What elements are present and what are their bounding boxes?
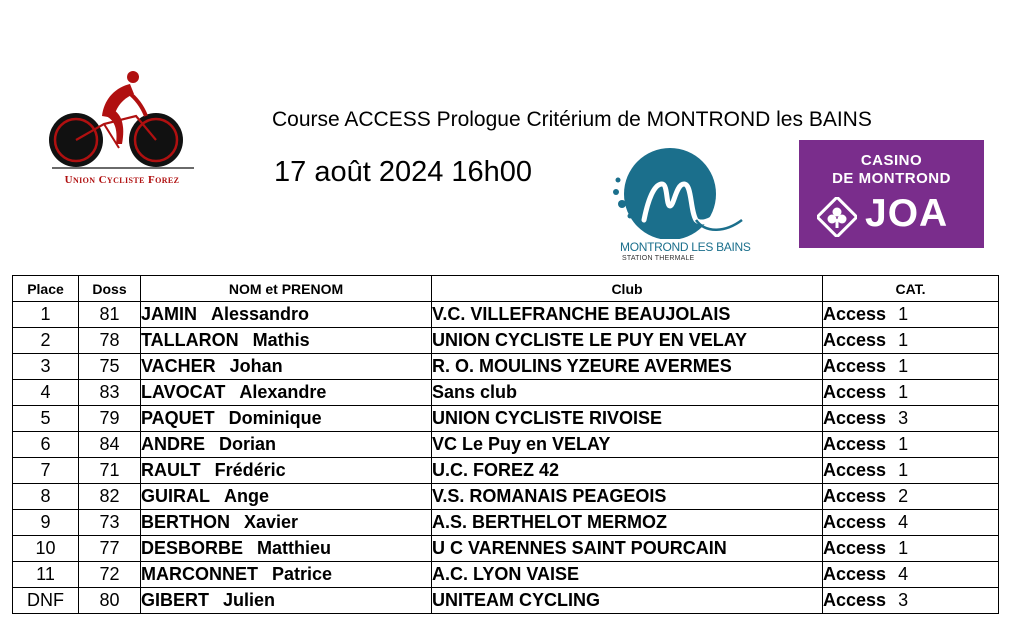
club-suit-emblem-icon — [817, 197, 857, 237]
club-cell: V.C. VILLEFRANCHE BEAUJOLAIS — [432, 302, 823, 328]
name-cell — [141, 406, 432, 432]
cat-number: 1 — [898, 356, 909, 376]
doss-cell: 78 — [79, 328, 141, 354]
doss-cell: 80 — [79, 588, 141, 614]
name-cell — [141, 458, 432, 484]
name-cell — [141, 588, 432, 614]
club-cell: UNION CYCLISTE LE PUY EN VELAY — [432, 328, 823, 354]
doss-cell: 75 — [79, 354, 141, 380]
cat-number: 1 — [898, 434, 909, 454]
doss-cell: 77 — [79, 536, 141, 562]
montrond-les-bains-logo — [610, 144, 750, 268]
town-subtitle: STATION THERMALE — [622, 255, 695, 262]
doss-cell: 72 — [79, 562, 141, 588]
last-name: TALLARON — [141, 330, 239, 350]
doss-cell: 73 — [79, 510, 141, 536]
cat-number: 2 — [898, 486, 909, 506]
header-cat: CAT. — [823, 276, 999, 302]
club-cell: VC Le Puy en VELAY — [432, 432, 823, 458]
cat-number: 1 — [898, 460, 909, 480]
place-cell: 3 — [13, 354, 79, 380]
cat-cell — [823, 484, 999, 510]
cat-label: Access — [823, 330, 887, 350]
place-cell: 8 — [13, 484, 79, 510]
doss-cell: 82 — [79, 484, 141, 510]
cat-number: 1 — [898, 538, 909, 558]
name-cell — [141, 380, 432, 406]
club-cell: U.C. FOREZ 42 — [432, 458, 823, 484]
club-cell: V.S. ROMANAIS PEAGEOIS — [432, 484, 823, 510]
club-cell: UNITEAM CYCLING — [432, 588, 823, 614]
cat-cell — [823, 302, 999, 328]
doss-cell: 79 — [79, 406, 141, 432]
cat-cell — [823, 562, 999, 588]
last-name: DESBORBE — [141, 538, 244, 558]
table-header-row — [13, 276, 999, 302]
first-name: Xavier — [244, 512, 299, 532]
cat-number: 1 — [898, 330, 909, 350]
header-club: Club — [432, 276, 823, 302]
first-name: Patrice — [272, 564, 333, 584]
name-cell — [141, 562, 432, 588]
cat-cell — [823, 432, 999, 458]
table-row — [13, 536, 999, 562]
table-row — [13, 588, 999, 614]
table-row — [13, 458, 999, 484]
cat-label: Access — [823, 408, 887, 428]
table-row — [13, 562, 999, 588]
header-doss: Doss — [79, 276, 141, 302]
club-name: Union Cycliste Forez — [64, 174, 180, 186]
last-name: VACHER — [141, 356, 216, 376]
cat-cell — [823, 406, 999, 432]
casino-logo — [799, 140, 984, 248]
place-cell: 10 — [13, 536, 79, 562]
cat-cell — [823, 354, 999, 380]
place-cell: 5 — [13, 406, 79, 432]
place-cell: 9 — [13, 510, 79, 536]
club-cell: A.S. BERTHELOT MERMOZ — [432, 510, 823, 536]
cat-label: Access — [823, 356, 887, 376]
cat-cell — [823, 536, 999, 562]
table-row — [13, 380, 999, 406]
table-row — [13, 484, 999, 510]
name-cell — [141, 328, 432, 354]
club-cell: A.C. LYON VAISE — [432, 562, 823, 588]
last-name: RAULT — [141, 460, 201, 480]
place-cell: 4 — [13, 380, 79, 406]
first-name: Julien — [223, 590, 276, 610]
last-name: GIBERT — [141, 590, 210, 610]
cat-number: 3 — [898, 408, 909, 428]
cat-label: Access — [823, 538, 887, 558]
club-cell: R. O. MOULINS YZEURE AVERMES — [432, 354, 823, 380]
cat-label: Access — [823, 590, 887, 610]
last-name: PAQUET — [141, 408, 215, 428]
doss-cell: 84 — [79, 432, 141, 458]
cat-number: 1 — [898, 304, 909, 324]
table-row — [13, 406, 999, 432]
cat-cell — [823, 588, 999, 614]
doss-cell: 81 — [79, 302, 141, 328]
cat-cell — [823, 510, 999, 536]
cat-label: Access — [823, 304, 887, 324]
casino-line2: DE MONTROND — [832, 170, 951, 187]
town-name: MONTROND LES BAINS — [620, 240, 751, 254]
table-row — [13, 354, 999, 380]
casino-line1: CASINO — [860, 152, 923, 169]
last-name: LAVOCAT — [141, 382, 226, 402]
last-name: ANDRE — [141, 434, 206, 454]
casino-brand: JOA — [865, 192, 949, 235]
results-body — [13, 302, 999, 614]
cat-cell — [823, 328, 999, 354]
first-name: Alessandro — [211, 304, 310, 324]
club-cell: U C VARENNES SAINT POURCAIN — [432, 536, 823, 562]
cat-number: 1 — [898, 382, 909, 402]
results-table — [12, 275, 999, 614]
cat-label: Access — [823, 486, 887, 506]
doss-cell: 83 — [79, 380, 141, 406]
race-datetime: 17 août 2024 16h00 — [274, 156, 533, 188]
table-row — [13, 302, 999, 328]
cyclist-icon — [44, 66, 200, 176]
name-cell — [141, 484, 432, 510]
first-name: Ange — [224, 486, 269, 506]
cat-cell — [823, 458, 999, 484]
first-name: Frédéric — [214, 460, 286, 480]
header-place: Place — [13, 276, 79, 302]
cat-label: Access — [823, 434, 887, 454]
header-name: NOM et PRENOM — [141, 276, 432, 302]
name-cell — [141, 302, 432, 328]
last-name: JAMIN — [141, 304, 198, 324]
cat-number: 4 — [898, 564, 909, 584]
first-name: Mathis — [252, 330, 310, 350]
place-cell: 11 — [13, 562, 79, 588]
montrond-m-icon — [610, 144, 750, 239]
club-logo — [44, 66, 200, 196]
table-row — [13, 328, 999, 354]
cat-number: 3 — [898, 590, 909, 610]
name-cell — [141, 432, 432, 458]
doss-cell: 71 — [79, 458, 141, 484]
place-cell: 7 — [13, 458, 79, 484]
cat-label: Access — [823, 564, 887, 584]
cat-number: 4 — [898, 512, 909, 532]
race-title: Course ACCESS Prologue Critérium de MONTROND les BAINS — [272, 108, 872, 131]
name-cell — [141, 354, 432, 380]
cat-cell — [823, 380, 999, 406]
table-row — [13, 432, 999, 458]
first-name: Dominique — [228, 408, 322, 428]
first-name: Alexandre — [239, 382, 327, 402]
first-name: Dorian — [219, 434, 277, 454]
name-cell — [141, 536, 432, 562]
club-cell: UNION CYCLISTE RIVOISE — [432, 406, 823, 432]
place-cell: 6 — [13, 432, 79, 458]
cat-label: Access — [823, 512, 887, 532]
last-name: GUIRAL — [141, 486, 210, 506]
place-cell: DNF — [13, 588, 79, 614]
first-name: Matthieu — [257, 538, 332, 558]
first-name: Johan — [229, 356, 283, 376]
club-cell: Sans club — [432, 380, 823, 406]
cat-label: Access — [823, 460, 887, 480]
table-row — [13, 510, 999, 536]
last-name: BERTHON — [141, 512, 230, 532]
last-name: MARCONNET — [141, 564, 258, 584]
place-cell: 1 — [13, 302, 79, 328]
cat-label: Access — [823, 382, 887, 402]
name-cell — [141, 510, 432, 536]
place-cell: 2 — [13, 328, 79, 354]
